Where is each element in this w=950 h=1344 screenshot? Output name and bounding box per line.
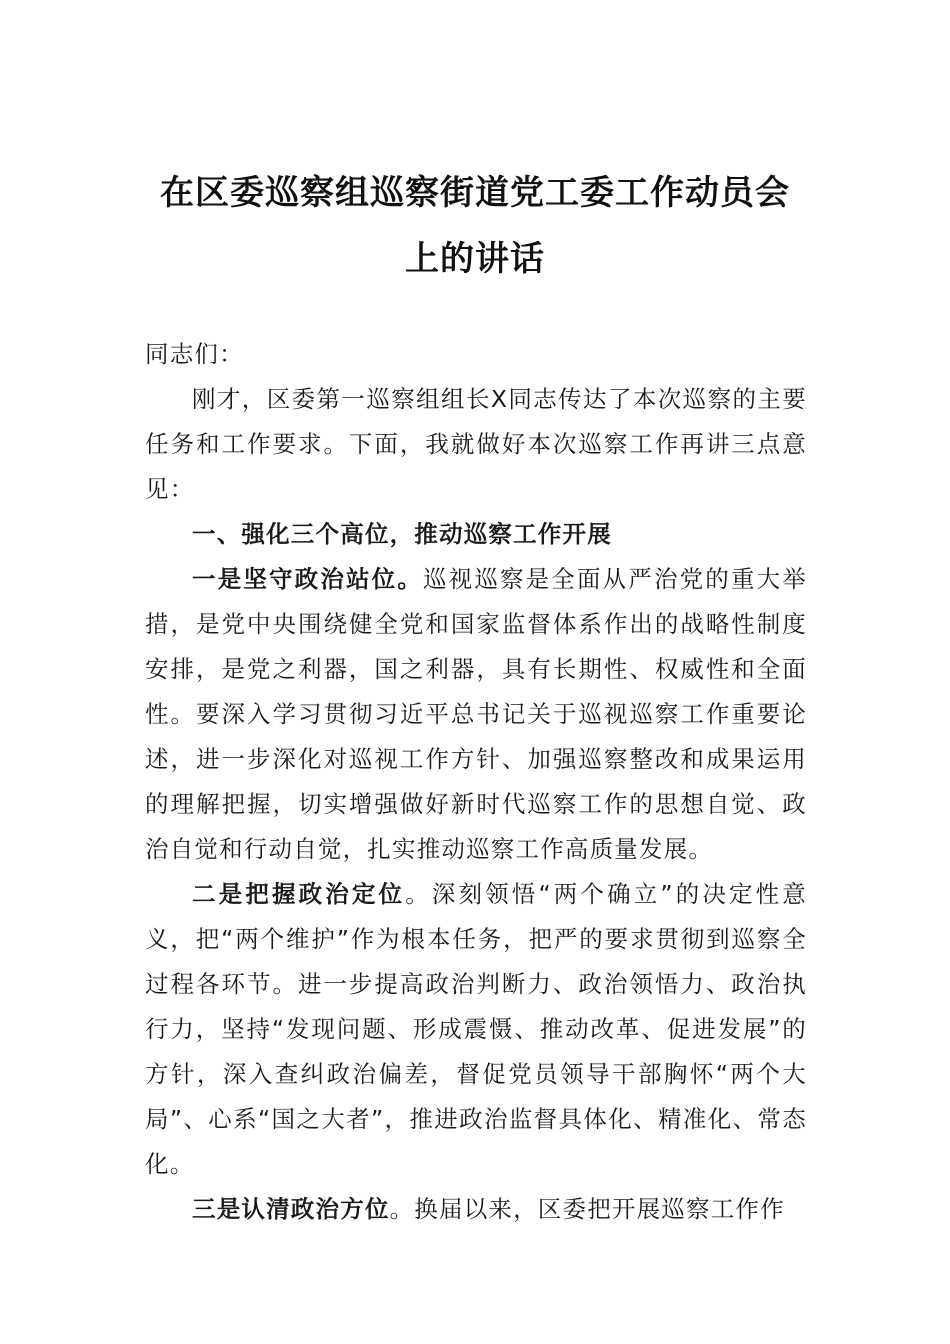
title-line-2: 上的讲话	[405, 239, 545, 279]
point-paragraph-3	[145, 1187, 807, 1232]
point-lead-2: 二是把握政治定位	[192, 880, 406, 908]
title-line-1: 在区委巡察组巡察街道党工委工作动员会	[160, 173, 790, 213]
document-title	[145, 160, 805, 292]
document-body	[145, 332, 807, 1232]
point-text-3: 。换届以来，区委把开展巡察工作作	[389, 1195, 785, 1223]
point-lead-3: 三是认清政治方位	[192, 1195, 390, 1223]
point-paragraph-1	[145, 557, 807, 872]
point-paragraph-2	[145, 872, 807, 1187]
point-text-1: 巡视巡察是全面从严治党的重大举措，是党中央围绕健全党和国家监督体系作出的战略性制度安排，是党之利器，国之利器，具有长期性、权威性和全面性。要深入学习贯彻习近平总书记关于巡视巡察工作重要论述，进一步深化对巡视工作方针、加强巡察整改和成果运用的理解把握，切实增强做好新时代巡察工作的思想自觉、政治自觉和行动自觉，扎实推动巡察工作高质量发展。	[145, 565, 807, 863]
point-text-2: 。深刻领悟“两个确立”的决定性意义，把“两个维护”作为根本任务，把严的要求贯彻到巡察全过程各环节。进一步提高政治判断力、政治领悟力、政治执行力，坚持“发现问题、形成震慑、推动改革、促进发展”的方针，深入查纠政治偏差，督促党员领导干部胸怀“两个大局”、心系“国之大者”，推进政治监督具体化、精准化、常态化。	[145, 880, 807, 1178]
salutation: 同志们：	[145, 340, 244, 368]
intro-paragraph: 刚才，区委第一巡察组组长X同志传达了本次巡察的主要任务和工作要求。下面，我就做好本次巡察工作再讲三点意见：	[145, 385, 807, 503]
point-lead-1: 一是坚守政治站位。	[192, 565, 423, 593]
section-heading: 一、强化三个高位，推动巡察工作开展	[192, 520, 612, 548]
